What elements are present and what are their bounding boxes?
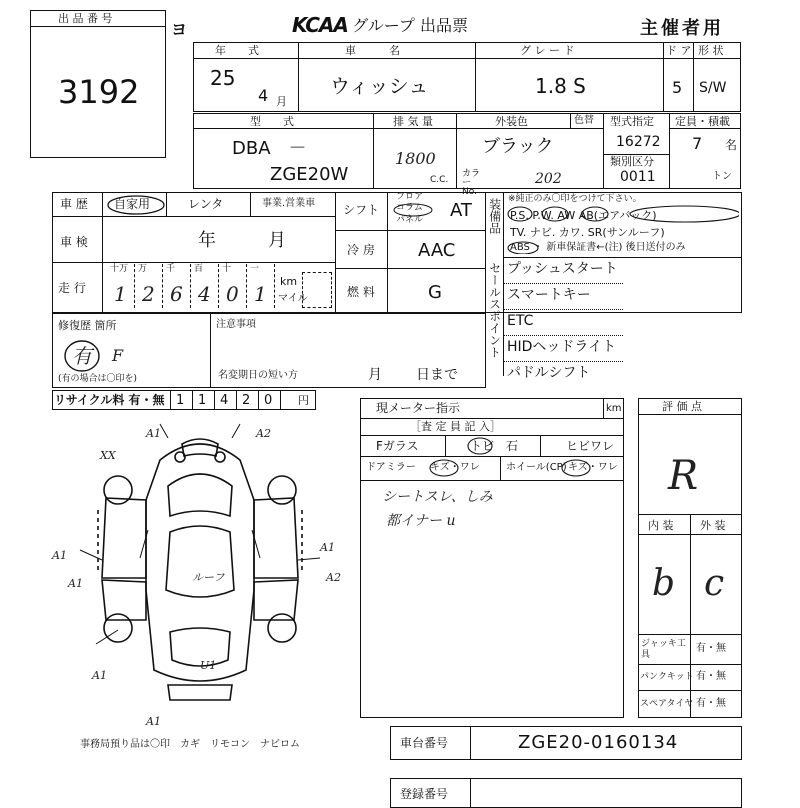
inspection-month: 月 (268, 230, 286, 251)
jack-label: ジャッキ工 具 (641, 639, 686, 660)
spare-label: スペアタイヤ (640, 699, 694, 709)
jack-value: 有・無 (696, 643, 726, 654)
type-designation-label: 型式指定 (610, 115, 654, 128)
chassis-label: 車台番号 (400, 736, 449, 750)
diagram-mark-front-right: A2 (256, 427, 271, 440)
model-code: ZGE20W (270, 164, 349, 185)
equipment-label: 装備品 (487, 198, 502, 234)
exterior-label: 外 装 (700, 519, 726, 532)
mileage-label: 走 行 (58, 281, 86, 295)
interior-score: b (652, 563, 676, 604)
color-label: 外装色 (495, 115, 528, 128)
group-title: . グループ 出品票 (342, 16, 468, 35)
diagram-mark-rear: U1 (200, 659, 217, 672)
recycle-cell-divider (170, 390, 171, 410)
mileage-digit: 1 (254, 282, 267, 306)
doors-label: ド ア (666, 44, 692, 57)
mileage-cell-divider (190, 264, 191, 308)
displacement-value: 1800 (395, 149, 436, 168)
equipment-note: ※純正のみ〇印をつけて下さい。 (508, 194, 642, 204)
inspector-note-1: シートスレ、しみ (382, 489, 493, 505)
sales-point-divider (503, 335, 623, 336)
glass-option-chip: トビ (470, 439, 495, 453)
exterior-score: c (704, 563, 725, 604)
mirror-options: キズ・ワレ (430, 462, 480, 473)
glass-option-crack: ヒビワレ (566, 439, 615, 453)
wheel-options: キズ・ワレ (568, 462, 618, 473)
history-label: 車 歴 (60, 197, 88, 211)
equipment-circles (505, 204, 739, 254)
recycle-cell-divider (214, 390, 215, 410)
mirror-label: ドアミラー (366, 462, 416, 473)
car-name: ウィッシュ (330, 74, 429, 98)
month-unit: 月 (276, 95, 287, 108)
mileage-digit: 6 (170, 282, 183, 306)
sales-point-item: プッシュスタート (507, 261, 618, 277)
repair-label: 修復歴 箇所 (58, 319, 117, 332)
name-label: 車 名 (345, 44, 400, 57)
type-designation: 16272 (616, 134, 661, 150)
mileage-cell-divider (246, 264, 247, 308)
ton-unit: トン (712, 171, 732, 182)
fuel-label: 燃 料 (347, 285, 375, 299)
glass-option-stone: 石 (506, 439, 519, 453)
ac-label: 冷 房 (347, 243, 375, 257)
sales-point-item: パドルシフト (507, 365, 591, 381)
displacement-label: 排 気 量 (393, 115, 433, 128)
color-change-label: 色替 (574, 115, 594, 126)
name-change-day: 日まで (416, 367, 458, 383)
color-number-label: カラー No. (462, 169, 481, 197)
color-value: ブラック (482, 136, 554, 157)
equipment-line-3: ABS ・ 新車保証書←(注) 後日送付のみ (510, 242, 686, 253)
puncture-value: 有・無 (696, 671, 726, 682)
keys-note: 事務局預り品は〇印 カギ リモコン ナビロム (80, 739, 300, 750)
model-label: 型 式 (250, 115, 294, 128)
inspector-fill-label: ［査 定 員 記 入］ (410, 420, 501, 433)
recycle-digit: 4 (220, 393, 229, 408)
chassis-number: ZGE20-0160134 (518, 732, 679, 753)
inspection-year: 年 (198, 230, 216, 251)
mileage-unit-label: 千 (166, 264, 176, 274)
diagram-mark-front-left: A1 (146, 427, 161, 440)
repair-note: (有の場合は〇印を) (58, 374, 138, 384)
private-use-label: 自家用 (114, 197, 151, 211)
recycle-cell-divider (280, 390, 281, 410)
diagram-mark-front-corner: XX (100, 449, 116, 462)
diagram-mark-right-door: A2 (326, 571, 341, 584)
mileage-unit-label: 百 (194, 264, 204, 274)
diagram-mark-left-fender: A1 (52, 549, 67, 562)
inspector-note-2: 都イナー u (386, 513, 456, 529)
equipment-line-2: TV. ナビ. カワ. SR(サンルーフ) (510, 226, 665, 239)
business-label: 事業.営業車 (262, 198, 316, 209)
yo-mark: ヨ (171, 20, 188, 39)
mileage-digit: 0 (226, 282, 239, 306)
doors-value: 5 (672, 78, 683, 97)
mileage-unit-label: 一 (250, 264, 260, 274)
capacity-label: 定員・積載 (675, 115, 730, 128)
category-label: 類別区分 (610, 155, 654, 168)
body-value: S/W (699, 80, 727, 96)
lot-number: 3192 (58, 73, 140, 111)
sales-point-label: セールスポイント (487, 262, 502, 358)
mileage-unit-label: 十万 (110, 264, 129, 274)
capacity-value: 7 (692, 134, 703, 153)
recycle-digit: 0 (264, 393, 273, 408)
organizer-label: 主催者用 (640, 18, 724, 39)
inspector-circles (426, 456, 626, 480)
caution-label: 注意事項 (216, 319, 256, 330)
sales-point-item: ETC (507, 313, 534, 329)
mileage-cell-divider (134, 264, 135, 308)
mileage-digit: 2 (142, 282, 155, 306)
grade-value: 1.8 S (535, 74, 586, 98)
diagram-mark-rear-bottom: A1 (146, 715, 161, 728)
lot-number-label: 出 品 番 号 (58, 12, 113, 25)
model-prefix: DBA － (232, 138, 307, 159)
inspection-label: 車 検 (60, 235, 88, 249)
mileage-cell-divider (274, 264, 275, 308)
km-unit: km (280, 275, 298, 288)
mileage-digit: 4 (198, 282, 211, 306)
body-label: 形 状 (698, 44, 724, 57)
recycle-cell-divider (192, 390, 193, 410)
rental-label: レンタ (188, 197, 224, 211)
recycle-yen: 円 (298, 394, 309, 407)
year-label: 年 式 (215, 44, 259, 57)
category-value: 0011 (620, 169, 656, 185)
diagram-mark-left-door: A1 (68, 577, 83, 590)
mileage-digit: 1 (114, 282, 127, 306)
diagram-roof-note: ルーフ (192, 571, 225, 584)
shift-label: シフト (343, 203, 380, 217)
color-number: 202 (535, 171, 562, 187)
glass-label: Fガラス (376, 439, 419, 453)
sales-point-divider (503, 309, 623, 310)
meter-label: 現メーター指示 (376, 401, 461, 415)
sales-point-item: HIDヘッドライト (507, 339, 617, 355)
recycle-digit: 1 (198, 393, 207, 408)
recycle-digit: 1 (176, 393, 185, 408)
month-value: 4 (258, 86, 269, 105)
fuel-value: G (428, 282, 442, 303)
evaluation-label: 評 価 点 (662, 400, 702, 413)
evaluation-score: R (668, 453, 699, 499)
sales-point-divider (503, 361, 623, 362)
shift-options: フロア コラム パネル (396, 192, 424, 225)
meter-unit: km (606, 403, 622, 414)
kcaa-logo: KCAA (292, 13, 348, 37)
mileage-cell-divider (162, 264, 163, 308)
year-value: 25 (210, 66, 236, 90)
recycle-digit: 2 (242, 393, 251, 408)
mileage-cell-divider (218, 264, 219, 308)
puncture-label: パンクキット (640, 672, 694, 682)
ac-value: AAC (418, 240, 456, 261)
diagram-mark-rear-left: A1 (92, 669, 107, 682)
recycle-cell-divider (236, 390, 237, 410)
spare-value: 有・無 (696, 698, 726, 709)
recycle-label: リサイクル料 有・無 (54, 393, 165, 407)
shift-value: AT (450, 200, 472, 221)
sales-point-item: スマートキー (507, 287, 591, 303)
mileage-unit-label: 十 (222, 264, 232, 274)
repair-extra: F (112, 346, 124, 365)
cc-unit: C.C. (430, 175, 449, 185)
capacity-unit: 名 (725, 138, 738, 152)
name-change-month: 月 (368, 367, 382, 383)
glass-chip-circle (466, 436, 496, 456)
wheel-label: ホイール(CP) (506, 462, 567, 473)
registration-label: 登録番号 (400, 787, 449, 801)
diagram-mark-right-fender: A1 (320, 541, 335, 554)
name-change-label: 名変期日の短い方 (218, 370, 298, 381)
recycle-cell-divider (258, 390, 259, 410)
repair-value: 有 (72, 344, 92, 368)
column-circle (392, 203, 434, 217)
mileage-unit-label: 万 (138, 264, 148, 274)
interior-label: 内 装 (648, 519, 674, 532)
sales-point-divider (503, 283, 623, 284)
equipment-line-1: P.S. P.W. AW AB(エアバック) (510, 209, 657, 222)
grade-label: グ レ ー ド (520, 44, 575, 57)
mile-unit: マイル (278, 293, 308, 304)
